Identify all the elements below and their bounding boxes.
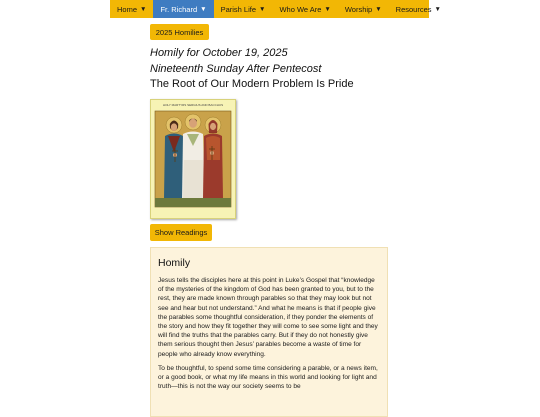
nav-item-label: Home [117,4,138,14]
caret-down-icon: ▼ [200,5,207,13]
caret-down-icon: ▼ [140,5,147,13]
homilies-2025-button[interactable]: 2025 Homilies [150,24,209,40]
homily-paragraph: To be thoughtful, to spend some time considering a parable, or a news item, or a good book, or what my life means in this world and looking for light and truth—this is not the way our society seems to be [158,364,378,391]
homily-sunday-title: Nineteenth Sunday After Pentecost [150,63,322,75]
homily-date-title: Homily for October 19, 2025 [150,47,288,59]
homily-subject-title: The Root of Our Modern Problem Is Pride [150,78,354,90]
nav-item-label: Who We Are [279,4,322,14]
caret-down-icon: ▼ [434,5,441,13]
caret-down-icon: ▼ [324,5,331,13]
saints-icon-illustration [151,100,235,218]
nav-item-resources[interactable] [389,0,448,18]
caret-down-icon: ▼ [375,5,382,13]
nav-item-label: Resources [395,4,432,14]
homily-paragraph: Jesus tells the disciples here at this point in Luke’s Gospel that “knowledge of the mysteries of the kingdom of God has been granted to you, but to the rest, they are made known through parables so that they may look but not see and hear but not understand.” And what he means is that if people give the parables some thoughtful consideration, if they ponder the elements of the story and how they fit together they will come to see some light and they will find the truths that the parables carry. But if they do not honestly give them serious thought then Jesus’ parables become a waste of time for people who already know everything. [158,277,378,358]
caret-down-icon: ▼ [259,5,266,13]
nav-item-who-we-are[interactable] [272,0,337,18]
icon-image-caption: HOLY MARTYRS SERGIUS AND BACCHUS [162,103,224,107]
homily-text-panel [150,247,388,417]
nav-item-home[interactable] [110,0,153,18]
main-navigation [110,0,441,18]
saints-icon-image[interactable] [150,99,236,219]
nav-item-parish-life[interactable] [214,0,273,18]
nav-item-label: Fr. Richard [160,4,198,14]
homily-heading: Homily [158,257,191,269]
nav-item-worship[interactable] [338,0,389,18]
nav-item-label: Worship [344,4,373,14]
show-readings-button[interactable]: Show Readings [150,224,212,241]
nav-item-label: Parish Life [220,4,257,14]
nav-item-fr-richard[interactable] [153,0,213,18]
